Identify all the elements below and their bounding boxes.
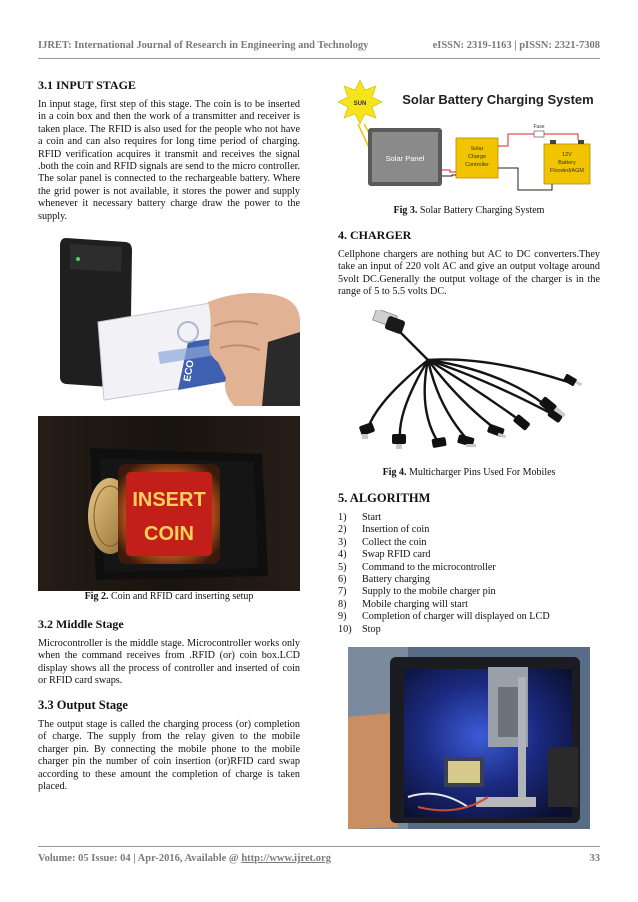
footer-rule (38, 846, 600, 847)
list-item: 10) Stop (338, 623, 381, 635)
insert-coin-photo (38, 416, 300, 591)
figure-caption (338, 205, 600, 216)
figure-caption-text: Solar Battery Charging System (417, 205, 545, 216)
solar-panel-label: Solar Panel (385, 154, 425, 163)
section-heading: 3.1 INPUT STAGE (38, 78, 136, 92)
section-heading: 3.3 Output Stage (38, 698, 128, 712)
issn: eISSN: 2319-1163 | pISSN: 2321-7308 (432, 40, 600, 51)
section-3-3 (38, 698, 300, 793)
section-4 (338, 228, 600, 299)
figure-label: Fig 3. (393, 205, 418, 216)
svg-text:SUN: SUN (353, 101, 367, 107)
prototype-hardware-photo (348, 647, 590, 829)
list-item: 5) Command to the microcontroller (338, 561, 496, 573)
section-body: In input stage, first step of this stage. The coin is to be inserted in a coin box and then the work of a transmitter and receiver is taken place. The RFID is also used for the people who not have a coin and can also requires for long time period of charging. RFID verification acquires it transmit and receives the signal .both the coin and RFID signals are send to the micro controller. The solar panel is connected to the rechargeable battery. Where the grid power is not available, it stores the power and supply whenever it necessary battery charge draw the power to the supply. (38, 99, 300, 222)
list-item: 7) Supply to the mobile charger pin (338, 586, 496, 598)
figure-caption (338, 467, 600, 478)
solar-system-diagram (338, 78, 600, 203)
figure-label: Fig 2. (84, 591, 109, 602)
section-body: Cellphone chargers are nothing but AC to DC converters.They take an input of 220 volt AC and give an output voltage around 5volt DC.Generally the output voltage of the charger is in the range of 5 to 5.5 volts DC. (338, 249, 600, 298)
page-number: 33 (589, 853, 600, 864)
running-header (38, 40, 600, 51)
section-body: The output stage is called the charging process (or) completion of charge. The supply from the relay given to the mobile charger pin. By connecting the mobile phone to the mobile charger pin the number of coin insertion (or)RFID card swap according to these amount the completion of charge is taken placed. (38, 719, 300, 793)
section-heading: 5. ALGORITHM (338, 491, 431, 505)
list-item: 3) Collect the coin (338, 536, 427, 548)
battery-line3: Flooded/AGM (550, 168, 584, 174)
battery-line1: 12V (562, 152, 572, 158)
multicharger-photo (338, 310, 600, 460)
section-5 (338, 491, 600, 636)
controller-line2: Charge (467, 154, 487, 160)
list-item: 8) Mobile charging will start (338, 598, 468, 610)
figure-caption-text: Coin and RFID card inserting setup (108, 591, 254, 602)
list-item: 9) Completion of charger will displayed on LCD (338, 611, 550, 623)
header-rule (38, 58, 600, 59)
journal-link[interactable]: http://www.ijret.org (241, 853, 331, 864)
sun-icon (338, 80, 382, 124)
algorithm-steps (338, 512, 600, 636)
volume-info: Volume: 05 Issue: 04 | Apr-2016, Available @ http://www.ijret.org (38, 853, 331, 864)
figure-caption (38, 591, 300, 602)
card-logo-text: ECO (182, 359, 197, 383)
battery-line2: Battery (558, 160, 576, 166)
section-3-1 (38, 78, 300, 223)
sign-insert-text: INSERT (132, 489, 206, 511)
list-item: 4) Swap RFID card (338, 549, 431, 561)
journal-name: IJRET: International Journal of Research in Engineering and Technology (38, 40, 369, 51)
running-footer (38, 853, 600, 864)
controller-line3: Controller (465, 162, 489, 168)
list-item: 2) Insertion of coin (338, 524, 430, 536)
controller-line1: Solar (470, 146, 484, 152)
list-item: 6) Battery charging (338, 574, 430, 586)
rfid-reader-photo (38, 232, 300, 406)
diagram-title: Solar Battery Charging System (402, 92, 594, 107)
section-heading: 3.2 Middle Stage (38, 617, 124, 631)
list-item: 1) Start (338, 512, 382, 523)
section-heading: 4. CHARGER (338, 228, 412, 242)
fuse-label: Fuse (533, 124, 545, 130)
figure-caption-text: Multicharger Pins Used For Mobiles (406, 467, 556, 478)
figure-label: Fig 4. (382, 467, 407, 478)
section-body: Microcontroller is the middle stage. Microcontroller works only when the command receives from .RFID (or) coin box.LCD display shows all the process of controller and inserted of coin or RFID card swaps. (38, 638, 300, 687)
section-3-2 (38, 617, 300, 688)
sign-coin-text: COIN (144, 523, 194, 545)
